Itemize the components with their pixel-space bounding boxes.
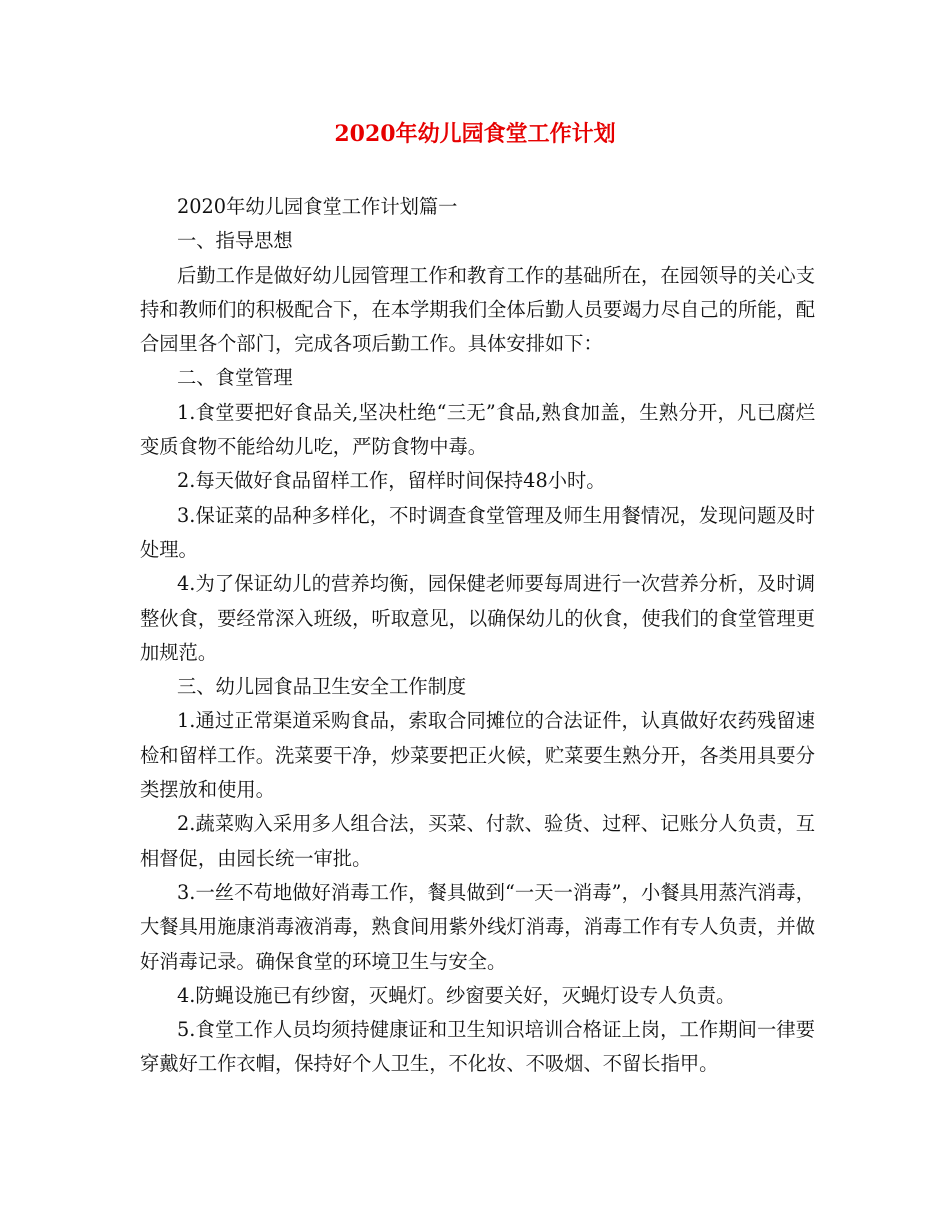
list-item-safety-3: 3.一丝不苟地做好消毒工作，餐具做到“一天一消毒”，小餐具用蒸汽消毒，大餐具用施康消毒液消毒，熟食间用紫外线灯消毒，消毒工作有专人负责，并做好消毒记录。确保食堂的环境卫生与安全。 <box>140 880 815 973</box>
list-item-safety-4: 4.防蝇设施已有纱窗，灭蝇灯。纱窗要关好，灭蝇灯设专人负责。 <box>177 983 736 1007</box>
list-item-canteen-2: 2.每天做好食品留样工作，留样时间保持48小时。 <box>177 469 606 493</box>
section-heading-canteen-management: 二、食堂管理 <box>177 366 293 390</box>
list-item-safety-5: 5.食堂工作人员均须持健康证和卫生知识培训合格证上岗，工作期间一律要穿戴好工作衣帽，保持好个人卫生，不化妆、不吸烟、不留长指甲。 <box>140 1018 815 1076</box>
list-item-canteen-4: 4.为了保证幼儿的营养均衡，园保健老师要每周进行一次营养分析，及时调整伙食，要经常深入班级，听取意见，以确保幼儿的伙食，使我们的食堂管理更加规范。 <box>140 572 815 664</box>
list-item-safety-1: 1.通过正常渠道采购食品，索取合同摊位的合法证件，认真做好农药残留速检和留样工作。洗菜要干净，炒菜要把正火候，贮菜要生熟分开，各类用具要分类摆放和使用。 <box>140 709 815 802</box>
document-body <box>140 190 815 1082</box>
list-item-safety-2: 2.蔬菜购入采用多人组合法，买菜、付款、验货、过秤、记账分人负责，互相督促，由园长统一审批。 <box>140 812 815 870</box>
document-title: 2020年幼儿园食堂工作计划 <box>334 121 616 147</box>
section-heading-guiding-ideology: 一、指导思想 <box>177 229 293 253</box>
list-item-canteen-1: 1.食堂要把好食品关,坚决杜绝“三无”食品,熟食加盖，生熟分开，凡已腐烂变质食物不能给幼儿吃，严防食物中毒。 <box>140 400 815 459</box>
paragraph-guiding-ideology: 后勤工作是做好幼儿园管理工作和教育工作的基础所在，在园领导的关心支持和教师们的积极配合下，在本学期我们全体后勤人员要竭力尽自己的所能，配合园里各个部门，完成各项后勤工作。具体安排如下： <box>140 263 815 356</box>
section-heading-article: 2020年幼儿园食堂工作计划篇一 <box>177 195 458 218</box>
section-heading-food-safety: 三、幼儿园食品卫生安全工作制度 <box>177 675 467 699</box>
list-item-canteen-3: 3.保证菜的品种多样化，不时调查食堂管理及师生用餐情况，发现问题及时处理。 <box>140 503 815 561</box>
